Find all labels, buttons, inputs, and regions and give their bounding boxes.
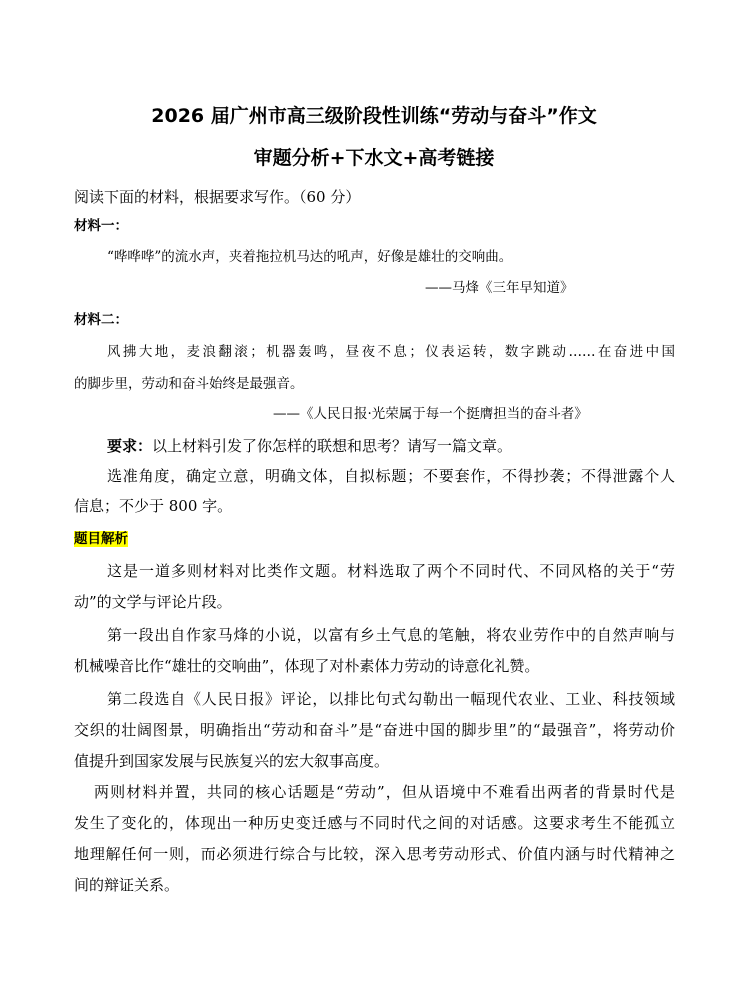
requirement-line3: 信息；不少于 800 字。 (74, 497, 233, 515)
analysis-p3-line2: 交织的壮阔图景，明确指出“劳动和奋斗”是“奋进中国的脚步里”的“最强音”，将劳动价 (74, 721, 675, 739)
analysis-p4-line4: 间的辩证关系。 (74, 876, 180, 894)
requirement-line2: 选准角度，确定立意，明确文体，自拟标题；不要套作，不得抄袭；不得泄露个人 (107, 467, 675, 485)
document-title: 2026 届广州市高三级阶段性训练“劳动与奋斗”作文 (151, 105, 597, 127)
requirement-text: 以上材料引发了你怎样的联想和思考？请写一篇文章。 (152, 437, 513, 455)
material2-text-line1: 风拂大地，麦浪翻滚；机器轰鸣，昼夜不息；仪表运转，数字跳动……在奋进中国 (107, 344, 675, 360)
material2-label: 材料二： (74, 312, 128, 328)
requirement-label: 要求： (107, 437, 153, 455)
material2-text-line2: 的脚步里，劳动和奋斗始终是最强音。 (74, 376, 304, 392)
material1-label: 材料一： (74, 218, 128, 234)
analysis-p4-line1: 两则材料并置，共同的核心话题是“劳动”，但从语境中不难看出两者的背景时代是 (94, 783, 675, 801)
analysis-p3-line1: 第二段选自《人民日报》评论，以排比句式勾勒出一幅现代农业、工业、科技领域 (107, 690, 675, 708)
material2-source: ——《人民日报·光荣属于每一个挺膺担当的奋斗者》 (273, 406, 588, 422)
analysis-p4-line2: 发生了变化的，体现出一种历史变迁感与不同时代之间的对话感。这要求考生不能孤立 (74, 814, 675, 832)
section-heading-wrap (74, 528, 128, 549)
document-subtitle: 审题分析+下水文+高考链接 (253, 147, 495, 169)
analysis-p2-line1: 第一段出自作家马烽的小说，以富有乡土气息的笔触，将农业劳作中的自然声响与 (107, 626, 675, 644)
section-heading: 题目解析 (74, 531, 128, 547)
instruction-text: 阅读下面的材料，根据要求写作。（60 分） (74, 188, 361, 206)
analysis-p4-line3: 地理解任何一则，而必须进行综合与比较，深入思考劳动形式、价值内涵与时代精神之 (74, 845, 675, 863)
requirement-line1 (107, 436, 512, 456)
material1-text: “哗哗哗”的流水声，夹着拖拉机马达的吼声，好像是雄壮的交响曲。 (107, 249, 513, 265)
analysis-p2-line2: 机械噪音比作“雄壮的交响曲”，体现了对朴素体力劳动的诗意化礼赞。 (74, 657, 540, 675)
material1-source: ——马烽《三年早知道》 (425, 280, 574, 296)
analysis-p3-line3: 值提升到国家发展与民族复兴的宏大叙事高度。 (74, 752, 390, 770)
analysis-p1-line2: 动”的文学与评论片段。 (74, 593, 232, 611)
analysis-p1-line1: 这是一道多则材料对比类作文题。材料选取了两个不同时代、不同风格的关于“劳 (107, 562, 675, 580)
